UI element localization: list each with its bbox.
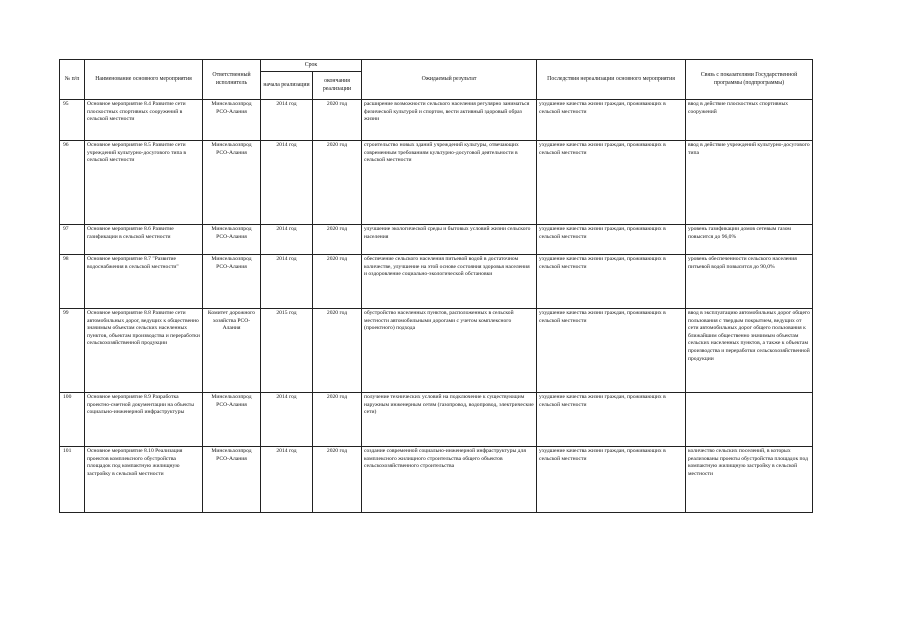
row-expected-result: улучшение экологической среды и бытовых условий жизни сельского населения <box>362 225 537 255</box>
row-expected-result: получение технических условий на подключение к существующим наружным инженерным сетям (газопровод, водопровод, электрические сети) <box>362 393 537 447</box>
row-term-end: 2020 год <box>313 141 362 225</box>
row-term-end: 2020 год <box>313 225 362 255</box>
row-activity-name: Основное мероприятие 8.4 Развитие сети плоскостных спортивных сооружений в сельской местности <box>85 100 203 141</box>
table-row <box>60 141 813 225</box>
row-consequences: ухудшение качества жизни граждан, проживающих в сельской местности <box>537 309 686 393</box>
row-executor: Минсельхозпрод РСО-Алания <box>203 447 261 513</box>
table-row <box>60 309 813 393</box>
row-executor: Минсельхозпрод РСО-Алания <box>203 225 261 255</box>
row-indicator-link <box>686 393 813 447</box>
row-num: 98 <box>60 255 85 309</box>
row-consequences: ухудшение качества жизни граждан, проживающих в сельской местности <box>537 255 686 309</box>
row-consequences: ухудшение качества жизни граждан, проживающих в сельской местности <box>537 141 686 225</box>
row-activity-name: Основное мероприятие 8.8 Развитие сети автомобильных дорог, ведущих к общественно значимым объектам сельских населенных пунктов, объектам производства и переработки сельскохозяйственной продукции <box>85 309 203 393</box>
row-term-start: 2015 год <box>261 309 313 393</box>
row-consequences: ухудшение качества жизни граждан, проживающих в сельской местности <box>537 225 686 255</box>
row-expected-result: создание современной социально-инженерной инфраструктуры для комплексного жилищного строительства общего объектов сельскохозяйственного строительства <box>362 447 537 513</box>
header-term-start: начала реализации <box>261 72 313 100</box>
row-consequences: ухудшение качества жизни граждан, проживающих в сельской местности <box>537 100 686 141</box>
header-indicator-link: Связь с показателями Государственной программы (подпрограммы) <box>686 60 813 100</box>
row-term-end: 2020 год <box>313 255 362 309</box>
header-num: № п/п <box>60 60 85 100</box>
row-expected-result: расширение возможности сельского населения регулярно заниматься физической культурой и спортом, вести активный здоровый образ жизни <box>362 100 537 141</box>
row-term-end: 2020 год <box>313 100 362 141</box>
row-term-start: 2014 год <box>261 447 313 513</box>
row-activity-name: Основное мероприятие 8.5 Развитие сети учреждений культурно-досугового типа в сельской местности <box>85 141 203 225</box>
table-row <box>60 255 813 309</box>
row-num: 97 <box>60 225 85 255</box>
row-term-end: 2020 год <box>313 309 362 393</box>
row-indicator-link: уровень обеспеченности сельского населения питьевой водой повысится до 90,0% <box>686 255 813 309</box>
row-term-start: 2014 год <box>261 141 313 225</box>
row-num: 95 <box>60 100 85 141</box>
row-num: 96 <box>60 141 85 225</box>
row-executor: Минсельхозпрод РСО-Алания <box>203 100 261 141</box>
program-activities-table <box>59 59 813 513</box>
row-term-start: 2014 год <box>261 100 313 141</box>
row-indicator-link: ввод в действие учреждений культурно-досугового типа <box>686 141 813 225</box>
row-num: 100 <box>60 393 85 447</box>
row-expected-result: строительство новых зданий учреждений культуры, отвечающих современным требованиям культурно-досуговой деятельности в сельской местности <box>362 141 537 225</box>
row-consequences: ухудшение качества жизни граждан, проживающих в сельской местности <box>537 393 686 447</box>
row-activity-name: Основное мероприятие 8.9 Разработка проектно-сметной документации на объекты социально-инженерной инфраструктуры <box>85 393 203 447</box>
row-indicator-link: количество сельских поселений, в которых реализованы проекты обустройства площадок под компактную жилищную застройку в сельской местности <box>686 447 813 513</box>
row-activity-name: Основное мероприятие 8.7 "Развитие водоснабжения в сельской местности" <box>85 255 203 309</box>
header-activity-name: Наименование основного мероприятия <box>85 60 203 100</box>
row-term-start: 2014 год <box>261 393 313 447</box>
header-term-end: окончания реализации <box>313 72 362 100</box>
header-expected-result: Ожидаемый результат <box>362 60 537 100</box>
row-indicator-link: ввод в действие плоскостных спортивных сооружений <box>686 100 813 141</box>
row-indicator-link: ввод в эксплуатацию автомобильных дорог общего пользования с твердым покрытием, ведущих от сети автомобильных дорог общего пользования к ближайшим общественно значимым объектам сельских населенных пунктов, а также к объектам производства и переработки сельскохозяйственной продукции <box>686 309 813 393</box>
header-consequences: Последствия нереализации основного мероприятия <box>537 60 686 100</box>
table-row <box>60 447 813 513</box>
row-num: 99 <box>60 309 85 393</box>
header-term: Срок <box>261 60 362 72</box>
table-row <box>60 225 813 255</box>
row-num: 101 <box>60 447 85 513</box>
row-executor: Минсельхозпрод РСО-Алания <box>203 141 261 225</box>
row-consequences: ухудшение качества жизни граждан, проживающих в сельской местности <box>537 447 686 513</box>
row-term-end: 2020 год <box>313 393 362 447</box>
row-executor: Минсельхозпрод РСО-Алания <box>203 255 261 309</box>
table-row <box>60 393 813 447</box>
row-executor: Минсельхозпрод РСО-Алания <box>203 393 261 447</box>
row-term-start: 2014 год <box>261 225 313 255</box>
row-term-start: 2014 год <box>261 255 313 309</box>
row-expected-result: обеспечение сельского населения питьевой водой в достаточном количестве, улучшение на этой основе состояния здоровья населения и оздоровление социально-экологической обстановки <box>362 255 537 309</box>
table-row <box>60 100 813 141</box>
header-executor: Ответственный исполнитель <box>203 60 261 100</box>
row-executor: Комитет дорожного хозяйства РСО-Алания <box>203 309 261 393</box>
row-expected-result: обустройство населенных пунктов, расположенных в сельской местности автомобильными дорогами с учетом комплексного (проектного) подхода <box>362 309 537 393</box>
row-activity-name: Основное мероприятие 8.10 Реализация проектов комплексного обустройства площадок под компактную жилищную застройку в сельской местности <box>85 447 203 513</box>
row-activity-name: Основное мероприятие 8.6 Развитие газификации в сельской местности <box>85 225 203 255</box>
row-indicator-link: уровень газификации домов сетевым газом повысится до 96,0% <box>686 225 813 255</box>
row-term-end: 2020 год <box>313 447 362 513</box>
